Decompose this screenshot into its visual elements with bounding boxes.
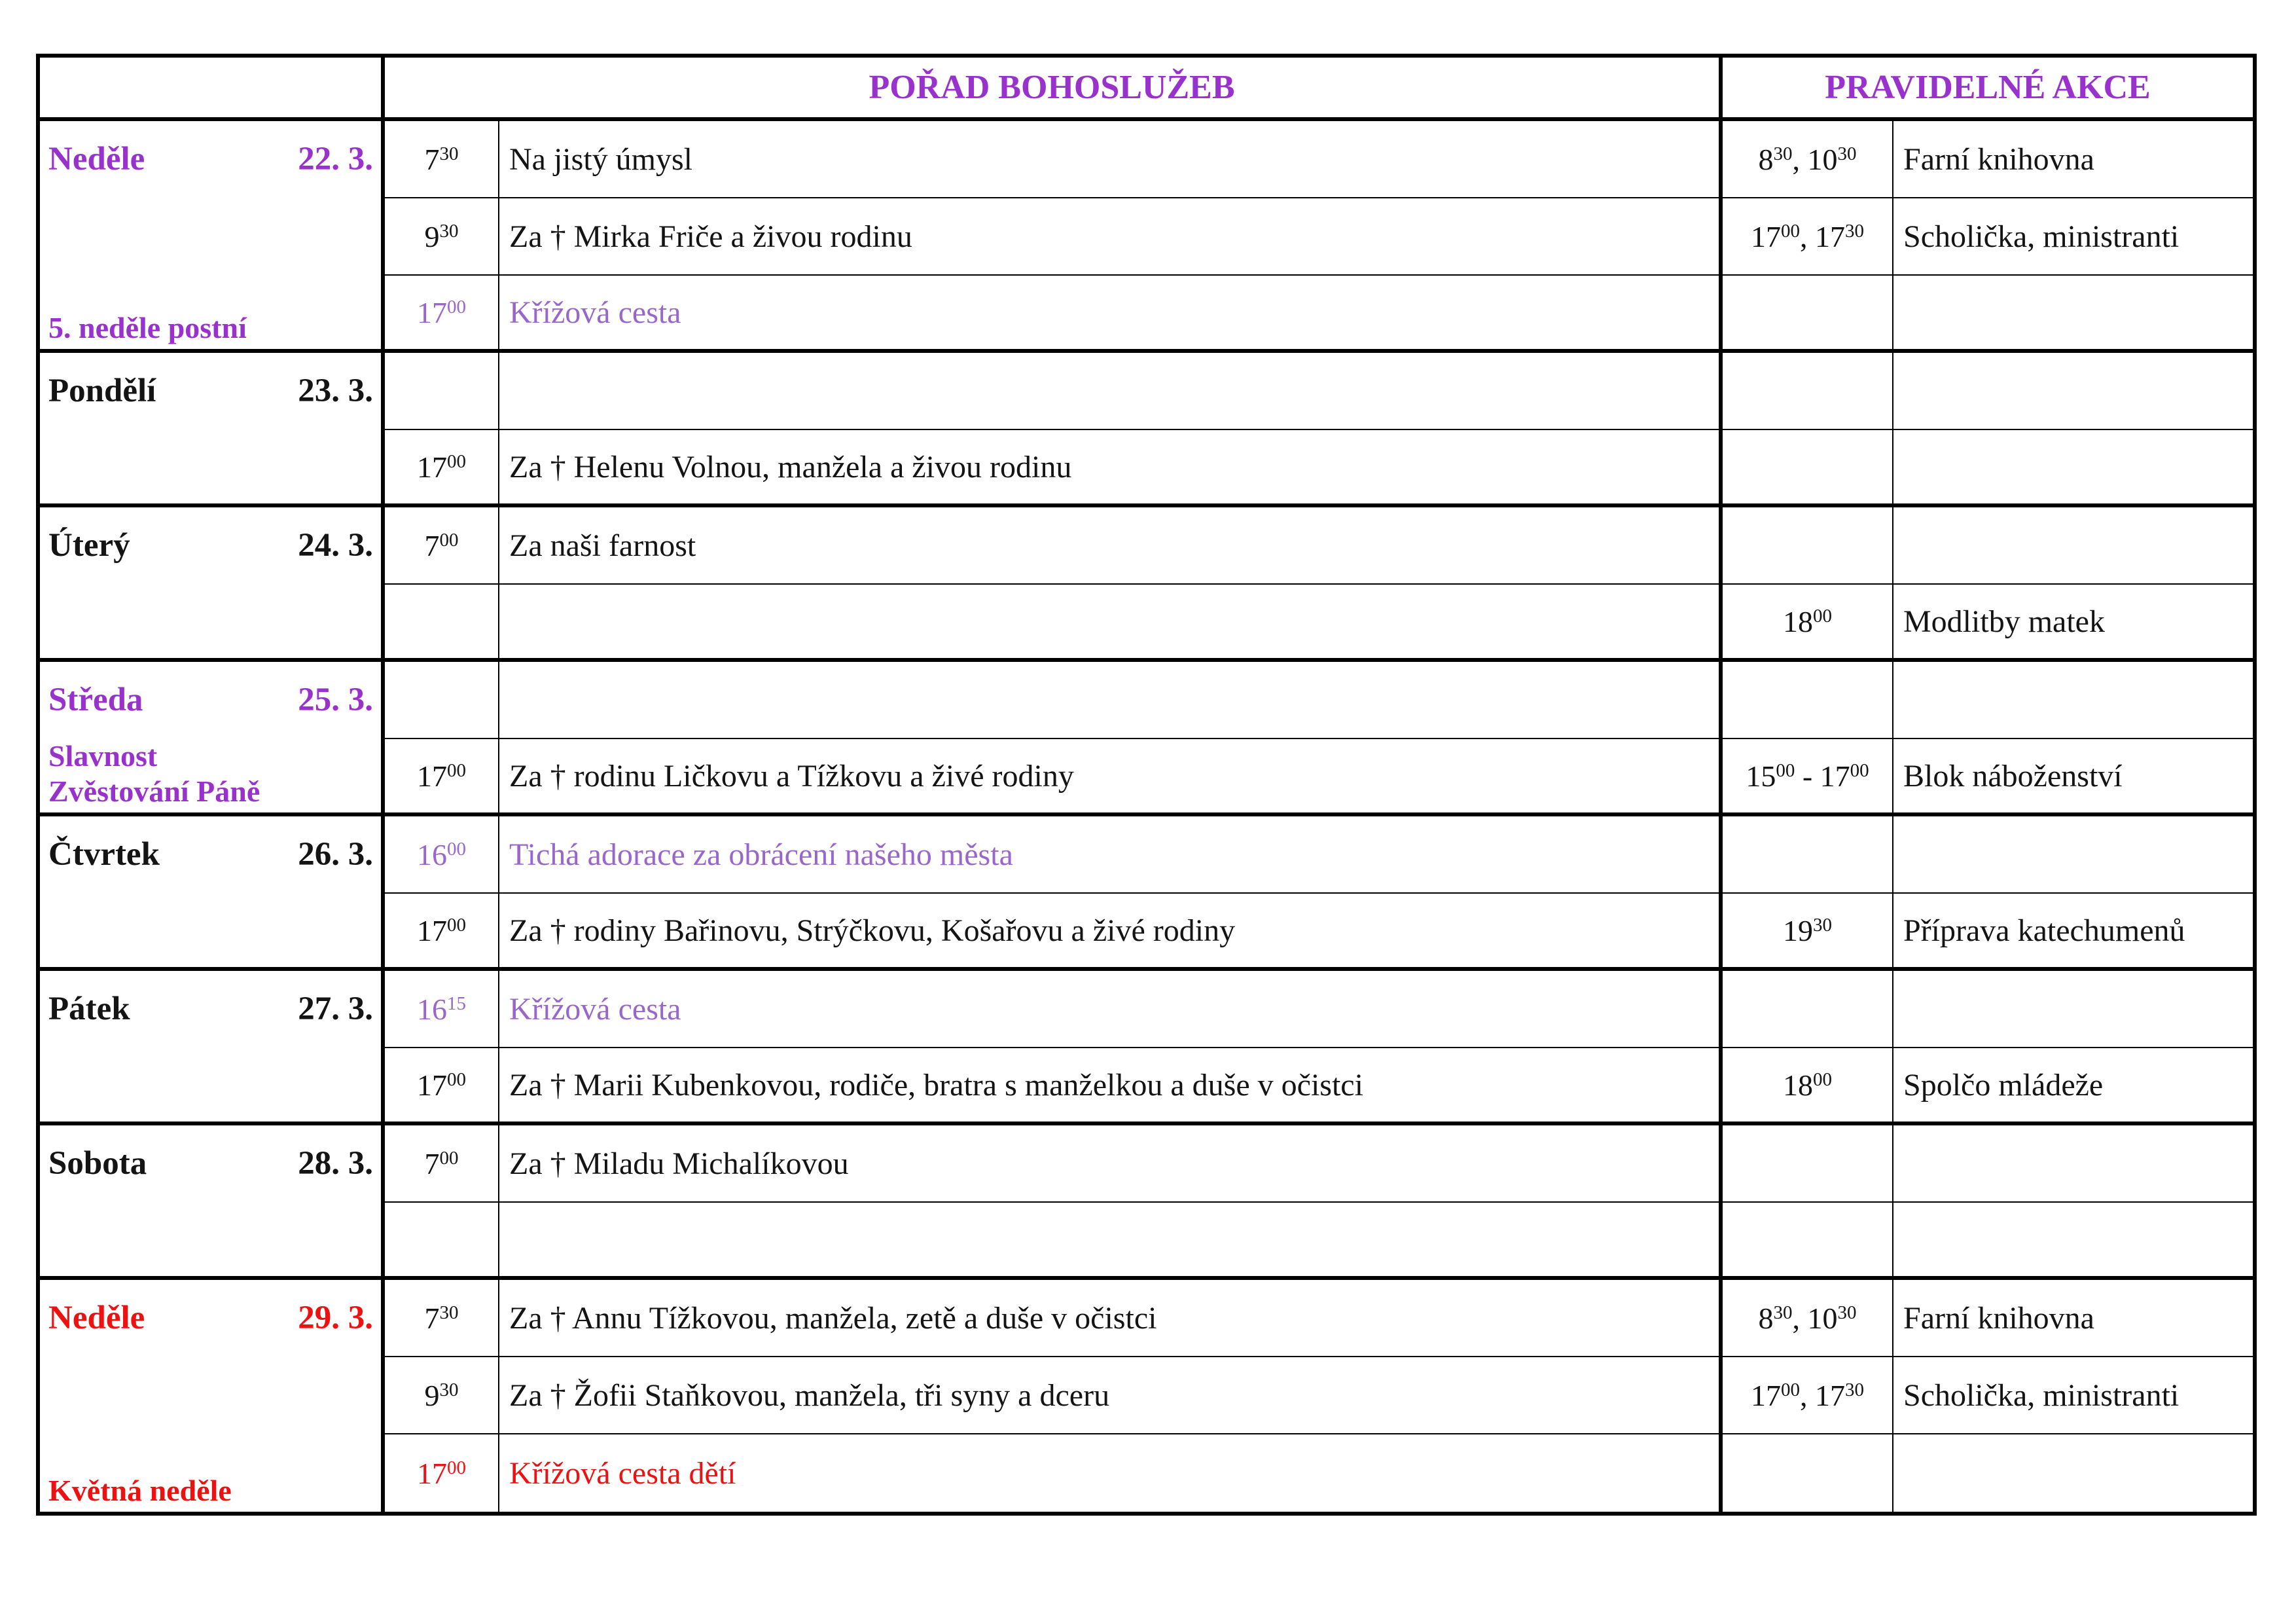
- time-minute: 30: [1845, 1379, 1864, 1400]
- service-time-cell: [385, 276, 499, 353]
- service-time-cell: [385, 1434, 499, 1512]
- event-name: Scholička, ministranti: [1903, 219, 2179, 254]
- time-hour: 9: [424, 1378, 440, 1412]
- time-hour: 7: [424, 142, 440, 176]
- day-heading: [40, 121, 381, 197]
- event-name-cell: [1893, 1125, 2253, 1203]
- service-time: [417, 1456, 466, 1491]
- day-heading: [40, 353, 381, 429]
- day-heading: [40, 662, 381, 738]
- intention-text: Za † rodinu Ličkovu a Tížkovu a živé rodiny: [509, 758, 1074, 793]
- day-cell: [40, 662, 385, 816]
- time-hour: 9: [424, 219, 440, 253]
- service-time: [425, 1301, 459, 1336]
- event-name-cell: [1893, 276, 2253, 353]
- service-time-cell: [385, 971, 499, 1048]
- time-hour: 17: [417, 913, 447, 947]
- service-time: [417, 759, 466, 793]
- intention-text: Křížová cesta dětí: [509, 1455, 736, 1491]
- service-time-cell: [385, 585, 499, 662]
- time-hour: 7: [424, 528, 440, 562]
- event-name: Blok náboženství: [1903, 758, 2123, 793]
- time-hour: 17: [417, 450, 447, 484]
- time-minute: 00: [1781, 1379, 1800, 1400]
- time-minute: 15: [447, 993, 466, 1014]
- event-time: [1759, 142, 1793, 177]
- intention-text: Za † Annu Tížkovou, manžela, zetě a duše v očistci: [509, 1300, 1157, 1336]
- service-time: [417, 450, 466, 484]
- intention-cell: [499, 585, 1723, 662]
- time-hour: 8: [1758, 1301, 1774, 1335]
- intention-cell: [499, 971, 1723, 1048]
- event-time-cell: [1723, 121, 1893, 198]
- service-time-cell: [385, 739, 499, 816]
- event-time-cell: [1723, 1434, 1893, 1512]
- intention-cell: [499, 662, 1723, 739]
- day-heading: [40, 971, 381, 1047]
- day-cell: [40, 816, 385, 971]
- time-hour: 17: [417, 759, 447, 793]
- event-name-cell: [1893, 1357, 2253, 1434]
- time-hour: 17: [1751, 219, 1781, 253]
- service-time-cell: [385, 1280, 499, 1357]
- event-name-cell: [1893, 739, 2253, 816]
- event-name-cell: [1893, 971, 2253, 1048]
- event-time: [1751, 1378, 1800, 1413]
- intention-cell: [499, 1125, 1723, 1203]
- day-name: Úterý: [48, 527, 130, 564]
- event-time-cell: [1723, 1357, 1893, 1434]
- liturgical-note: [48, 310, 247, 346]
- liturgical-note-line: Květná neděle: [48, 1474, 232, 1507]
- time-hour: 18: [1783, 1068, 1813, 1102]
- intention-cell: [499, 1357, 1723, 1434]
- event-time: [1759, 1301, 1793, 1336]
- liturgical-note-line: 5. neděle postní: [48, 311, 247, 344]
- time-minute: 00: [1776, 759, 1795, 781]
- time-hour: 17: [417, 1068, 447, 1102]
- intention-cell: [499, 276, 1723, 353]
- intention-text: Na jistý úmysl: [509, 141, 693, 177]
- intention-cell: [499, 1048, 1723, 1125]
- event-name-cell: [1893, 121, 2253, 198]
- events-header: [1723, 58, 2253, 121]
- event-time: [1746, 759, 1795, 793]
- time-hour: 17: [1815, 1378, 1845, 1412]
- event-name-cell: [1893, 507, 2253, 585]
- event-name-cell: [1893, 430, 2253, 507]
- event-time: [1783, 1068, 1832, 1103]
- event-name: Farní knihovna: [1903, 141, 2094, 177]
- event-time: [1783, 604, 1832, 639]
- event-name-cell: [1893, 662, 2253, 739]
- intention-cell: [499, 1203, 1723, 1280]
- time-minute: 30: [439, 220, 459, 242]
- time-minute: 00: [447, 296, 466, 318]
- time-hour: 16: [417, 837, 447, 871]
- service-time-cell: [385, 1203, 499, 1280]
- intention-cell: [499, 353, 1723, 430]
- time-hour: 16: [417, 992, 447, 1026]
- time-hour: 17: [1820, 759, 1850, 793]
- time-hour: 7: [424, 1301, 440, 1335]
- event-time-separator: ,: [1800, 219, 1815, 253]
- service-time-cell: [385, 121, 499, 198]
- event-time: [1815, 219, 1864, 254]
- day-date: 29. 3.: [298, 1300, 373, 1336]
- time-minute: 00: [1813, 1068, 1832, 1090]
- service-time-cell: [385, 507, 499, 585]
- day-name: Pátek: [48, 991, 130, 1027]
- event-time: [1820, 759, 1869, 793]
- day-date: 28. 3.: [298, 1145, 373, 1182]
- intention-text: Za † Mirka Friče a živou rodinu: [509, 219, 912, 254]
- event-time-cell: [1723, 971, 1893, 1048]
- time-hour: 17: [417, 1456, 447, 1490]
- time-minute: 00: [447, 1068, 466, 1090]
- event-name: Příprava katechumenů: [1903, 913, 2185, 948]
- event-name-cell: [1893, 1203, 2253, 1280]
- time-minute: 00: [1850, 759, 1869, 781]
- intention-cell: [499, 739, 1723, 816]
- day-name: Sobota: [48, 1145, 147, 1182]
- event-name-cell: [1893, 1280, 2253, 1357]
- event-time-cell: [1723, 1048, 1893, 1125]
- service-time: [417, 992, 466, 1027]
- event-name: Spolčo mládeže: [1903, 1067, 2104, 1103]
- day-heading: [40, 1280, 381, 1356]
- intention-text: Za † Marii Kubenkovou, rodiče, bratra s manželkou a duše v očistci: [509, 1067, 1363, 1103]
- intention-cell: [499, 894, 1723, 971]
- liturgical-note: [48, 739, 260, 809]
- time-minute: 00: [439, 1147, 459, 1169]
- day-cell: [40, 353, 385, 507]
- time-hour: 17: [1815, 219, 1845, 253]
- event-time: [1751, 219, 1800, 254]
- schedule-table: [36, 54, 2257, 1516]
- event-time-cell: [1723, 1125, 1893, 1203]
- event-name-cell: [1893, 1048, 2253, 1125]
- service-time: [417, 1068, 466, 1103]
- intention-cell: [499, 1280, 1723, 1357]
- event-time: [1808, 142, 1857, 177]
- event-name-cell: [1893, 894, 2253, 971]
- service-time: [425, 219, 459, 254]
- event-time-separator: ,: [1792, 1301, 1808, 1335]
- day-date: 22. 3.: [298, 141, 373, 177]
- event-time-cell: [1723, 430, 1893, 507]
- time-minute: 00: [447, 759, 466, 781]
- time-hour: 10: [1807, 1301, 1838, 1335]
- service-time-cell: [385, 1357, 499, 1434]
- intention-cell: [499, 430, 1723, 507]
- time-hour: 7: [424, 1146, 440, 1180]
- day-cell: [40, 971, 385, 1125]
- intention-text: Křížová cesta: [509, 295, 681, 330]
- time-hour: 8: [1758, 142, 1774, 176]
- service-time: [425, 1146, 459, 1181]
- time-minute: 00: [447, 914, 466, 936]
- time-minute: 00: [1781, 220, 1800, 242]
- intention-cell: [499, 198, 1723, 276]
- event-time-cell: [1723, 585, 1893, 662]
- service-time-cell: [385, 894, 499, 971]
- event-name-cell: [1893, 198, 2253, 276]
- intention-text: Za † Helenu Volnou, manžela a živou rodinu: [509, 449, 1072, 484]
- intention-cell: [499, 507, 1723, 585]
- day-date: 26. 3.: [298, 836, 373, 873]
- event-time-cell: [1723, 507, 1893, 585]
- day-cell: [40, 1125, 385, 1280]
- service-time-cell: [385, 816, 499, 894]
- service-time: [425, 142, 459, 177]
- day-name: Pondělí: [48, 373, 156, 409]
- event-time-cell: [1723, 276, 1893, 353]
- service-time-cell: [385, 353, 499, 430]
- event-name: Modlitby matek: [1903, 604, 2105, 639]
- time-hour: 17: [1751, 1378, 1781, 1412]
- time-minute: 00: [1813, 605, 1832, 627]
- event-time-cell: [1723, 198, 1893, 276]
- day-heading: [40, 816, 381, 892]
- services-title: POŘAD BOHOSLUŽEB: [869, 69, 1235, 106]
- time-hour: 19: [1783, 913, 1813, 947]
- header-blank-cell: [40, 58, 385, 121]
- event-time-cell: [1723, 739, 1893, 816]
- event-name: Scholička, ministranti: [1903, 1377, 2179, 1413]
- time-minute: 30: [1845, 220, 1864, 242]
- liturgical-note: [48, 1473, 232, 1508]
- event-time-cell: [1723, 662, 1893, 739]
- day-cell: [40, 507, 385, 662]
- event-name-cell: [1893, 353, 2253, 430]
- event-name-cell: [1893, 1434, 2253, 1512]
- day-heading: [40, 1125, 381, 1201]
- services-header: [385, 58, 1723, 121]
- events-title: PRAVIDELNÉ AKCE: [1825, 69, 2151, 106]
- day-cell: [40, 121, 385, 353]
- intention-text: Křížová cesta: [509, 991, 681, 1027]
- day-date: 25. 3.: [298, 682, 373, 718]
- event-time-separator: -: [1795, 759, 1820, 793]
- service-time: [417, 913, 466, 948]
- service-time: [425, 528, 459, 563]
- event-time-cell: [1723, 894, 1893, 971]
- day-name: Neděle: [48, 1300, 145, 1336]
- intention-text: Za † Žofii Staňkovou, manžela, tři syny a dceru: [509, 1377, 1110, 1413]
- event-time-cell: [1723, 1203, 1893, 1280]
- time-hour: 10: [1807, 142, 1838, 176]
- day-name: Středa: [48, 682, 143, 718]
- service-time-cell: [385, 662, 499, 739]
- time-minute: 00: [447, 838, 466, 860]
- day-name: Čtvrtek: [48, 836, 160, 873]
- day-name: Neděle: [48, 141, 145, 177]
- service-time-cell: [385, 198, 499, 276]
- event-time-separator: ,: [1792, 142, 1808, 176]
- day-cell: [40, 1280, 385, 1512]
- time-hour: 18: [1783, 604, 1813, 638]
- intention-cell: [499, 816, 1723, 894]
- time-minute: 30: [439, 143, 459, 164]
- time-minute: 30: [1773, 143, 1793, 164]
- time-minute: 30: [1773, 1302, 1793, 1323]
- day-date: 24. 3.: [298, 527, 373, 564]
- event-time: [1783, 913, 1832, 948]
- intention-text: Tichá adorace za obrácení našeho města: [509, 837, 1013, 872]
- time-minute: 30: [1813, 914, 1832, 936]
- time-minute: 30: [439, 1302, 459, 1323]
- service-time-cell: [385, 430, 499, 507]
- day-date: 27. 3.: [298, 991, 373, 1027]
- time-minute: 00: [447, 450, 466, 472]
- time-minute: 30: [1837, 1302, 1857, 1323]
- service-time: [417, 837, 466, 872]
- event-name-cell: [1893, 816, 2253, 894]
- event-time-separator: ,: [1800, 1378, 1815, 1412]
- time-minute: 30: [439, 1379, 459, 1400]
- intention-text: Za † Miladu Michalíkovou: [509, 1146, 849, 1181]
- time-hour: 15: [1746, 759, 1776, 793]
- time-minute: 00: [439, 529, 459, 551]
- time-hour: 17: [417, 295, 447, 329]
- event-time-cell: [1723, 353, 1893, 430]
- service-time-cell: [385, 1048, 499, 1125]
- day-date: 23. 3.: [298, 373, 373, 409]
- event-name-cell: [1893, 585, 2253, 662]
- service-time: [425, 1378, 459, 1413]
- service-time-cell: [385, 1125, 499, 1203]
- intention-text: Za † rodiny Bařinovu, Strýčkovu, Košařovu a živé rodiny: [509, 913, 1236, 948]
- time-minute: 30: [1837, 143, 1857, 164]
- day-heading: [40, 507, 381, 583]
- event-time: [1815, 1378, 1864, 1413]
- intention-text: Za naši farnost: [509, 528, 696, 563]
- liturgical-note-line: Slavnost: [48, 739, 158, 773]
- event-name: Farní knihovna: [1903, 1300, 2094, 1336]
- intention-cell: [499, 121, 1723, 198]
- event-time: [1808, 1301, 1857, 1336]
- event-time-cell: [1723, 1280, 1893, 1357]
- liturgical-note-line: Zvěstování Páně: [48, 775, 260, 808]
- intention-cell: [499, 1434, 1723, 1512]
- service-time: [417, 295, 466, 330]
- time-minute: 00: [447, 1457, 466, 1478]
- event-time-cell: [1723, 816, 1893, 894]
